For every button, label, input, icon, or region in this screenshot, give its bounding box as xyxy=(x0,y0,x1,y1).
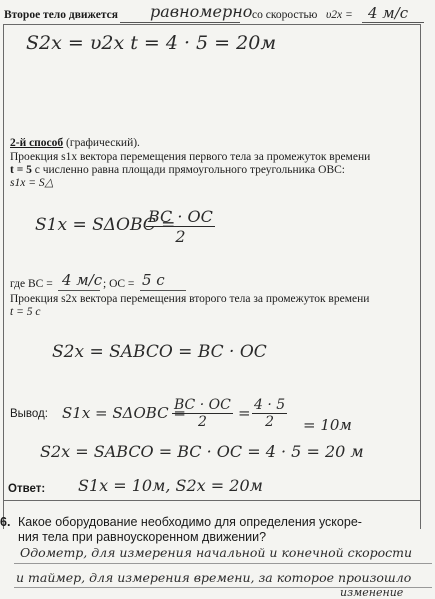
hand-conclusion-row2: S2x = SABCO = BC · OC = 4 · 5 = 20 м xyxy=(40,442,364,461)
hand-fraction: $\frac{BC \cdot OC}{2}$ xyxy=(148,207,213,246)
hand-conclusion-row1: S1x = SΔOBC = xyxy=(62,404,186,422)
fill-line xyxy=(362,8,424,23)
hand-s2x-area: S2x = SABCO = BC · OC xyxy=(52,342,267,362)
hand-motion-type: равномерно xyxy=(150,2,253,21)
answer-label: Ответ: xyxy=(8,483,46,495)
conclusion-label: Вывод: xyxy=(10,408,48,420)
method2-line4: Проекция s2x вектора перемещения второго тела за промежуток времени xyxy=(10,293,370,305)
speed-label: со скоростью xyxy=(252,9,318,21)
v2x-label: υ2x = xyxy=(326,9,353,21)
hand-speed-value: 4 м/с xyxy=(368,4,409,22)
method2-line1: Проекция s1x вектора перемещения первого тела за промежуток времени xyxy=(10,151,371,163)
fill-line xyxy=(58,276,100,291)
where-bc-label: где BC = xyxy=(10,278,53,290)
hand-q6-answer-line2: и таймер, для измерения времени, за которое произошло xyxy=(16,570,412,585)
question-line2: ния тела при равноускоренном движении? xyxy=(18,530,267,544)
fill-line xyxy=(120,8,240,23)
method2-line3: s1x = S△ xyxy=(10,177,54,189)
hand-s1x-eq: S1x = SΔOBC = xyxy=(35,215,176,235)
frame-line xyxy=(3,500,421,501)
method2-line5: t = 5 с xyxy=(10,306,41,318)
right-frame-line xyxy=(420,24,421,529)
frame-line xyxy=(3,24,421,25)
answer-rule xyxy=(14,563,432,564)
question-line1: Какое оборудование необходимо для определения ускоре- xyxy=(18,515,362,529)
hand-fraction: $\frac{4 \cdot 5}{2}$ xyxy=(254,397,286,430)
second-body-label: Второе тело движется xyxy=(4,9,118,21)
hand-fraction: $\frac{BC \cdot OC}{2}$ xyxy=(174,397,231,430)
hand-bc-value: 4 м/с xyxy=(62,271,103,289)
equals-sign: = xyxy=(238,404,251,422)
hand-conclusion-result: = 10м xyxy=(303,416,352,434)
hand-q6-answer-line1: Одометр, для измерения начальной и конечной скорости xyxy=(20,545,413,560)
hand-oc-value: 5 с xyxy=(142,271,165,289)
left-frame-line xyxy=(3,24,4,529)
hand-answer: S1x = 10м, S2x = 20м xyxy=(78,476,263,495)
fill-line xyxy=(140,276,186,291)
hand-q6-answer-line3: изменение xyxy=(340,586,404,599)
method2-title: 2-й способ (графический). xyxy=(10,137,140,149)
question-number: 6. xyxy=(0,515,11,529)
method2-line2: t = 5 с численно равна площади прямоугольного треугольника OBC: xyxy=(10,164,346,176)
oc-label: ; OC = xyxy=(103,278,135,290)
hand-s2x-formula: S2x = υ2x t = 4 · 5 = 20м xyxy=(26,32,277,54)
